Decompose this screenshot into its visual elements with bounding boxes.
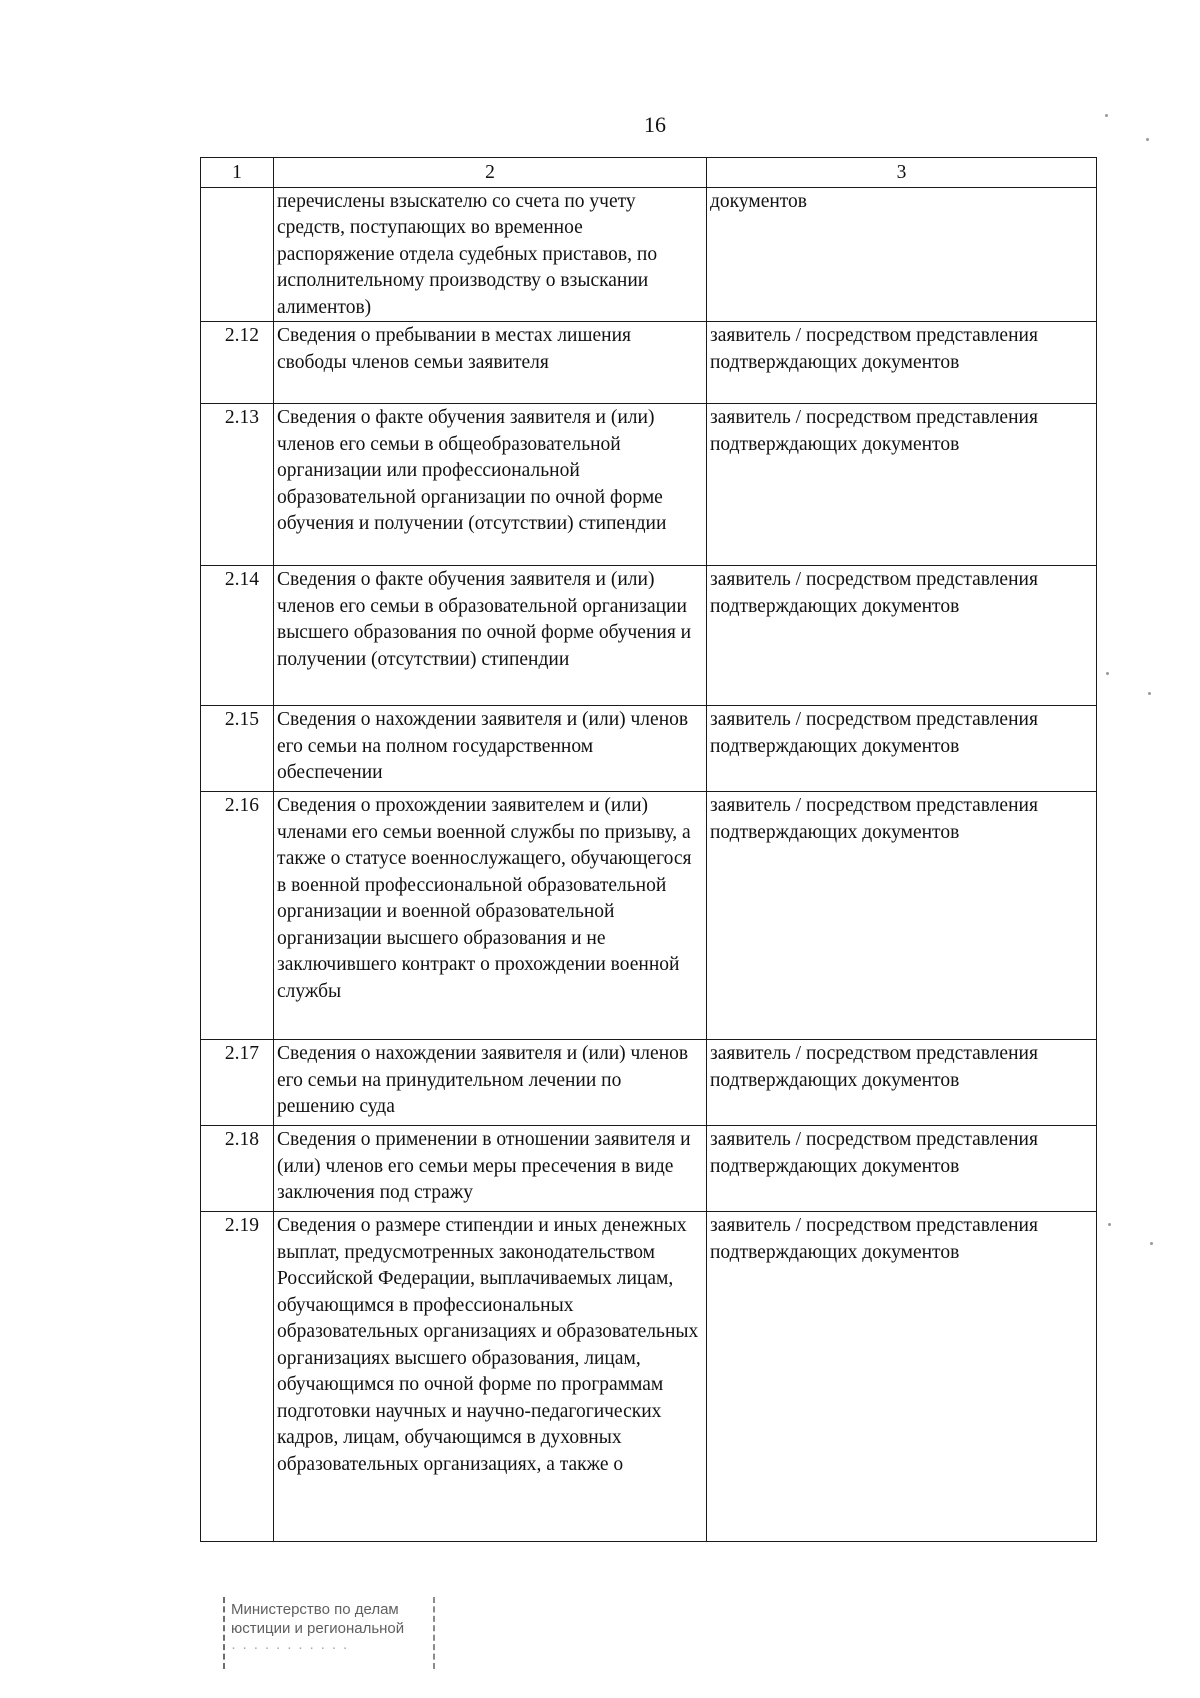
row-description: Сведения о нахождении заявителя и (или) членов его семьи на полном государственном обеспечении [274, 706, 707, 792]
scan-speck [1106, 672, 1109, 675]
table-row [201, 322, 1097, 404]
document-table [200, 157, 1097, 1542]
row-description: Сведения о факте обучения заявителя и (или) членов его семьи в образовательной организации высшего образования по очной форме обучения и получении (отсутствии) стипендии [274, 566, 707, 706]
row-description: Сведения о применении в отношении заявителя и (или) членов его семьи меры пресечения в виде заключения под стражу [274, 1126, 707, 1212]
stamp-faint-line: · · · · · · · · · · · [231, 1639, 349, 1656]
row-number: 2.17 [201, 1040, 274, 1126]
row-number: 2.12 [201, 322, 274, 404]
row-description: Сведения о размере стипендии и иных денежных выплат, предусмотренных законодательством Российской Федерации, выплачиваемых лицам, обучающимся в профессиональных образовательных организациях и образовательных организациях высшего образования, лицам, обучающимся по очной форме по программам подготовки научных и научно-педагогических кадров, лицам, обучающимся в духовных образовательных организациях, а также о [274, 1212, 707, 1542]
row-source: заявитель / посредством представления подтверждающих документов [707, 566, 1097, 706]
page-number: 16 [644, 112, 666, 137]
scan-speck [1148, 692, 1151, 695]
row-description: Сведения о прохождении заявителем и (или) членами его семьи военной службы по призыву, а также о статусе военнослужащего, обучающегося в военной профессиональной образовательной организации и военной образовательной организации высшего образования и не заключившего контракт о прохождении военной службы [274, 792, 707, 1040]
row-number [201, 187, 274, 322]
table-row [201, 1212, 1097, 1542]
row-number: 2.13 [201, 404, 274, 566]
table-row [201, 1126, 1097, 1212]
registration-stamp [223, 1597, 435, 1669]
scan-speck [1108, 1223, 1111, 1226]
table-row [201, 1040, 1097, 1126]
column-header: 2 [274, 158, 707, 188]
row-source: заявитель / посредством представления подтверждающих документов [707, 1126, 1097, 1212]
column-header: 3 [707, 158, 1097, 188]
row-source: документов [707, 187, 1097, 322]
row-source: заявитель / посредством представления подтверждающих документов [707, 1040, 1097, 1126]
column-header: 1 [201, 158, 274, 188]
table-row [201, 187, 1097, 322]
scan-speck [1150, 1242, 1153, 1245]
row-description: перечислены взыскателю со счета по учету средств, поступающих во временное распоряжение отдела судебных приставов, по исполнительному производству о взыскании алиментов) [274, 187, 707, 322]
row-source: заявитель / посредством представления подтверждающих документов [707, 404, 1097, 566]
row-description: Сведения о пребывании в местах лишения свободы членов семьи заявителя [274, 322, 707, 404]
row-source: заявитель / посредством представления подтверждающих документов [707, 792, 1097, 1040]
table-row [201, 404, 1097, 566]
table-row [201, 706, 1097, 792]
scan-speck [1146, 138, 1149, 141]
stamp-line: юстиции и региональной [231, 1620, 405, 1637]
row-number: 2.15 [201, 706, 274, 792]
stamp-line: Министерство по делам [231, 1601, 399, 1618]
table-row [201, 566, 1097, 706]
scan-speck [1105, 114, 1108, 117]
row-description: Сведения о факте обучения заявителя и (или) членов его семьи в общеобразовательной организации или профессиональной образовательной организации по очной форме обучения и получении (отсутствии) стипендии [274, 404, 707, 566]
row-source: заявитель / посредством представления подтверждающих документов [707, 1212, 1097, 1542]
row-source: заявитель / посредством представления подтверждающих документов [707, 322, 1097, 404]
row-number: 2.16 [201, 792, 274, 1040]
row-number: 2.14 [201, 566, 274, 706]
row-source: заявитель / посредством представления подтверждающих документов [707, 706, 1097, 792]
table-header-row [201, 158, 1097, 188]
table-row [201, 792, 1097, 1040]
row-description: Сведения о нахождении заявителя и (или) членов его семьи на принудительном лечении по решению суда [274, 1040, 707, 1126]
row-number: 2.18 [201, 1126, 274, 1212]
row-number: 2.19 [201, 1212, 274, 1542]
